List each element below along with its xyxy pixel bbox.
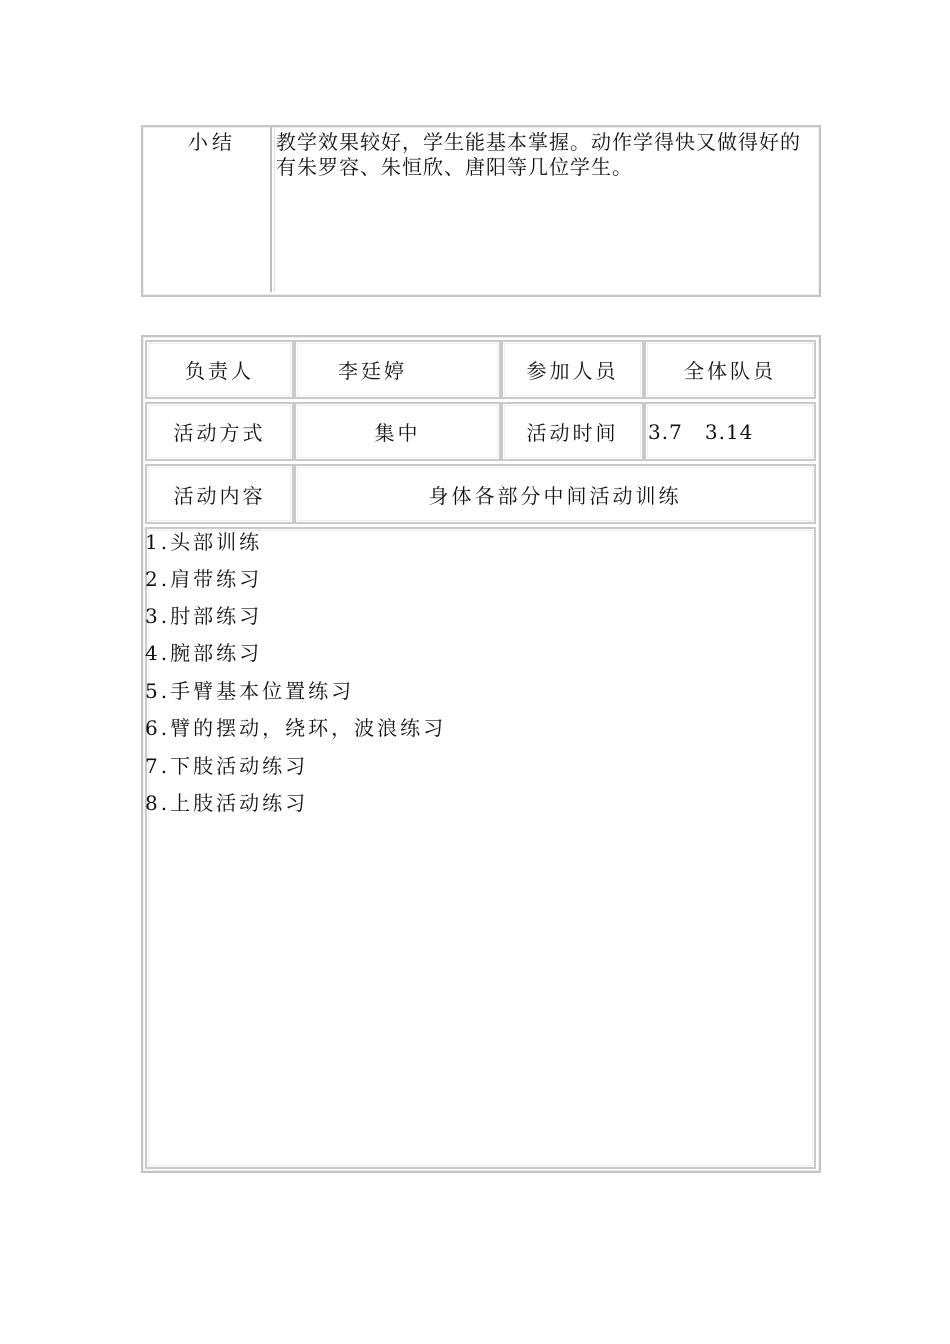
content-value: 身体各部分中间活动训练	[428, 483, 682, 508]
method-value-cell	[294, 402, 501, 461]
summary-divider	[270, 127, 272, 292]
summary-content-line1: 教学效果较好，学生能基本掌握。动作学得快又做得好的	[276, 130, 801, 154]
list-item: 4.腕部练习	[145, 641, 263, 665]
list-item: 3.肘部练习	[145, 604, 263, 628]
time-value: 3.7 3.14	[648, 419, 754, 444]
list-item: 7.下肢活动练习	[145, 754, 309, 778]
leader-value-cell	[294, 340, 501, 399]
time-label-cell	[501, 402, 644, 461]
leader-label-cell	[145, 340, 294, 399]
content-value-cell	[294, 464, 816, 524]
list-item: 8.上肢活动练习	[145, 791, 309, 815]
summary-divider-inner	[274, 127, 275, 292]
participants-value-cell	[644, 340, 816, 399]
content-label: 活动内容	[173, 483, 266, 508]
summary-content-line2: 有朱罗容、朱恒欣、唐阳等几位学生。	[276, 155, 633, 179]
summary-label: 小结	[188, 130, 236, 154]
list-item: 1.头部训练	[145, 530, 263, 554]
time-value-cell	[644, 402, 816, 461]
participants-label-cell	[501, 340, 644, 399]
method-label-cell	[145, 402, 294, 461]
method-label: 活动方式	[173, 421, 266, 445]
method-value: 集中	[374, 421, 421, 445]
participants-label: 参加人员	[526, 359, 619, 383]
leader-value: 李廷婷	[338, 359, 407, 383]
participants-value: 全体队员	[684, 359, 776, 383]
list-item: 5.手臂基本位置练习	[145, 679, 355, 703]
leader-label: 负责人	[185, 359, 254, 383]
time-label: 活动时间	[526, 421, 619, 445]
content-label-cell	[145, 464, 294, 524]
list-item: 2.肩带练习	[145, 567, 263, 591]
list-item: 6.臂的摆动，绕环，波浪练习	[145, 716, 447, 740]
